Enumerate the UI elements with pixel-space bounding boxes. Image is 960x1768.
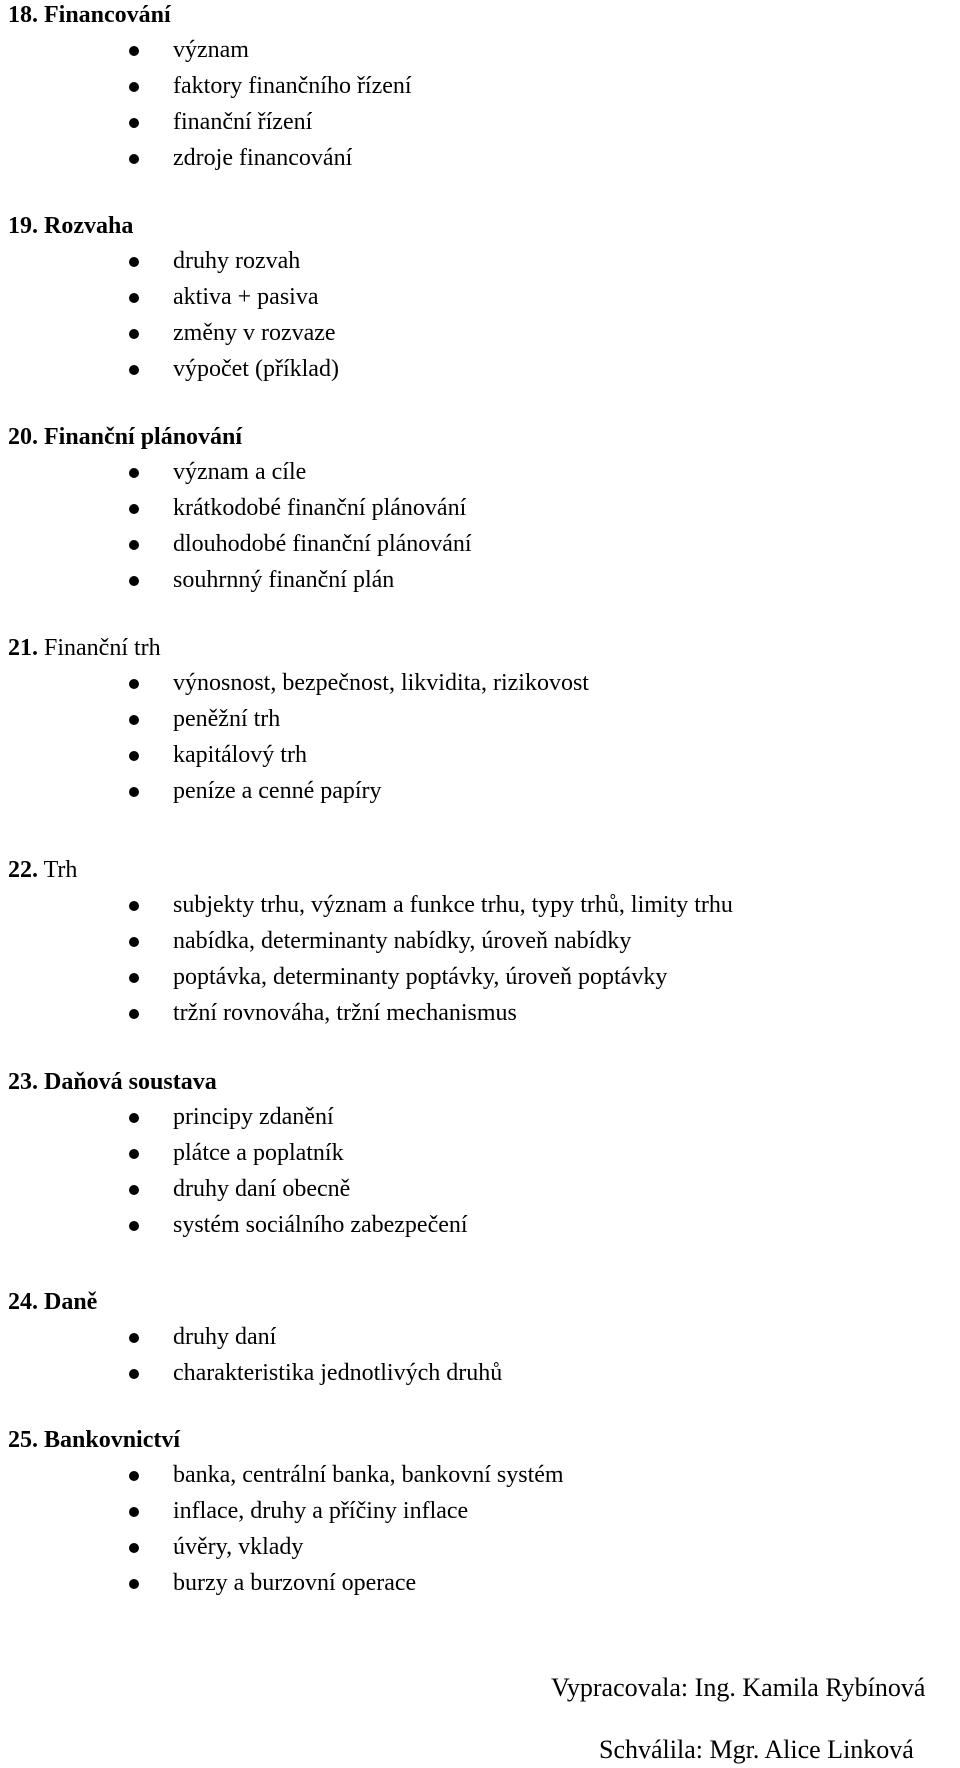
bullet-icon [129, 787, 139, 797]
bullet-icon [129, 468, 139, 478]
bullet-icon [129, 1333, 139, 1343]
list-item [0, 776, 960, 806]
list-item [0, 1322, 960, 1352]
prepared-by-line: Vypracovala: Ing. Kamila Rybínová [551, 1673, 926, 1702]
section-title: Daně [44, 1289, 98, 1315]
bullet-icon [129, 1507, 139, 1517]
bullet-icon [129, 1471, 139, 1481]
section-title: Finanční plánování [44, 424, 243, 450]
bullet-icon [129, 973, 139, 983]
bullet-icon [129, 1113, 139, 1123]
section-title: Trh [43, 857, 78, 883]
section-title: Daňová soustava [44, 1069, 217, 1095]
section-heading [8, 0, 171, 30]
bullet-icon [129, 82, 139, 92]
list-item-text: banka, centrální banka, bankovní systém [173, 1462, 564, 1488]
approved-by-line: Schválila: Mgr. Alice Linková [599, 1735, 914, 1764]
section-heading [8, 1067, 217, 1097]
list-item-text: úvěry, vklady [173, 1534, 304, 1560]
bullet-icon [129, 329, 139, 339]
list-item [0, 962, 960, 992]
list-item [0, 1174, 960, 1204]
list-item [0, 565, 960, 595]
bullet-icon [129, 118, 139, 128]
list-item [0, 998, 960, 1028]
bullet-icon [129, 1009, 139, 1019]
list-item-text: poptávka, determinanty poptávky, úroveň poptávky [173, 964, 668, 990]
bullet-icon [129, 154, 139, 164]
list-item-text: souhrnný finanční plán [173, 567, 395, 593]
section-heading [8, 422, 242, 452]
list-item [0, 1460, 960, 1490]
bullet-icon [129, 1149, 139, 1159]
list-item-text: peněžní trh [173, 706, 281, 732]
list-item-text: význam a cíle [173, 459, 307, 485]
list-item-text: druhy daní obecně [173, 1176, 351, 1202]
section-heading [8, 855, 77, 885]
list-item-text: druhy daní [173, 1324, 277, 1350]
bullet-icon [129, 1185, 139, 1195]
list-item-text: systém sociálního zabezpečení [173, 1212, 468, 1238]
section-title: Bankovnictví [44, 1427, 181, 1453]
list-item-text: inflace, druhy a příčiny inflace [173, 1498, 469, 1524]
list-item [0, 1358, 960, 1388]
list-item-text: tržní rovnováha, tržní mechanismus [173, 1000, 517, 1026]
list-item [0, 143, 960, 173]
bullet-icon [129, 504, 139, 514]
bullet-icon [129, 715, 139, 725]
list-item [0, 493, 960, 523]
section-number: 18. [8, 2, 38, 28]
section-title: Rozvaha [44, 213, 134, 239]
bullet-icon [129, 293, 139, 303]
list-item [0, 35, 960, 65]
bullet-icon [129, 901, 139, 911]
list-item [0, 1138, 960, 1168]
section-number: 19. [8, 213, 38, 239]
bullet-icon [129, 679, 139, 689]
bullet-icon [129, 1579, 139, 1589]
section-number: 25. [8, 1427, 38, 1453]
bullet-icon [129, 751, 139, 761]
bullet-icon [129, 365, 139, 375]
bullet-icon [129, 257, 139, 267]
list-item [0, 740, 960, 770]
bullet-icon [129, 1221, 139, 1231]
section-number: 21. [8, 635, 38, 661]
list-item-text: charakteristika jednotlivých druhů [173, 1360, 503, 1386]
list-item [0, 1102, 960, 1132]
list-item-text: peníze a cenné papíry [173, 778, 382, 804]
section-title: Finanční trh [44, 635, 161, 661]
section-heading [8, 1425, 180, 1455]
list-item-text: aktiva + pasiva [173, 284, 319, 310]
list-item-text: finanční řízení [173, 109, 313, 135]
list-item [0, 890, 960, 920]
list-item-text: výnosnost, bezpečnost, likvidita, rizikovost [173, 670, 589, 696]
bullet-icon [129, 937, 139, 947]
list-item [0, 1568, 960, 1598]
list-item-text: principy zdanění [173, 1104, 334, 1130]
list-item-text: změny v rozvaze [173, 320, 336, 346]
section-number: 23. [8, 1069, 38, 1095]
list-item [0, 1496, 960, 1526]
list-item-text: druhy rozvah [173, 248, 301, 274]
list-item [0, 668, 960, 698]
list-item-text: kapitálový trh [173, 742, 307, 768]
list-item [0, 318, 960, 348]
section-title: Financování [44, 2, 171, 28]
list-item [0, 457, 960, 487]
list-item-text: burzy a burzovní operace [173, 1570, 417, 1596]
bullet-icon [129, 46, 139, 56]
list-item [0, 71, 960, 101]
list-item [0, 282, 960, 312]
bullet-icon [129, 1543, 139, 1553]
bullet-icon [129, 1369, 139, 1379]
section-number: 22. [8, 857, 38, 883]
list-item [0, 704, 960, 734]
list-item-text: dlouhodobé finanční plánování [173, 531, 472, 557]
section-heading [8, 1287, 97, 1317]
section-heading [8, 211, 133, 241]
list-item [0, 529, 960, 559]
list-item-text: plátce a poplatník [173, 1140, 344, 1166]
list-item [0, 1210, 960, 1240]
section-number: 20. [8, 424, 38, 450]
section-number: 24. [8, 1289, 38, 1315]
list-item [0, 107, 960, 137]
list-item-text: výpočet (příklad) [173, 356, 339, 382]
bullet-icon [129, 540, 139, 550]
list-item-text: nabídka, determinanty nabídky, úroveň nabídky [173, 928, 632, 954]
list-item-text: význam [173, 37, 249, 63]
list-item [0, 246, 960, 276]
bullet-icon [129, 576, 139, 586]
list-item-text: faktory finančního řízení [173, 73, 412, 99]
list-item [0, 926, 960, 956]
list-item [0, 354, 960, 384]
list-item-text: krátkodobé finanční plánování [173, 495, 467, 521]
list-item-text: zdroje financování [173, 145, 353, 171]
list-item [0, 1532, 960, 1562]
section-heading [8, 633, 161, 663]
list-item-text: subjekty trhu, význam a funkce trhu, typy trhů, limity trhu [173, 892, 733, 918]
